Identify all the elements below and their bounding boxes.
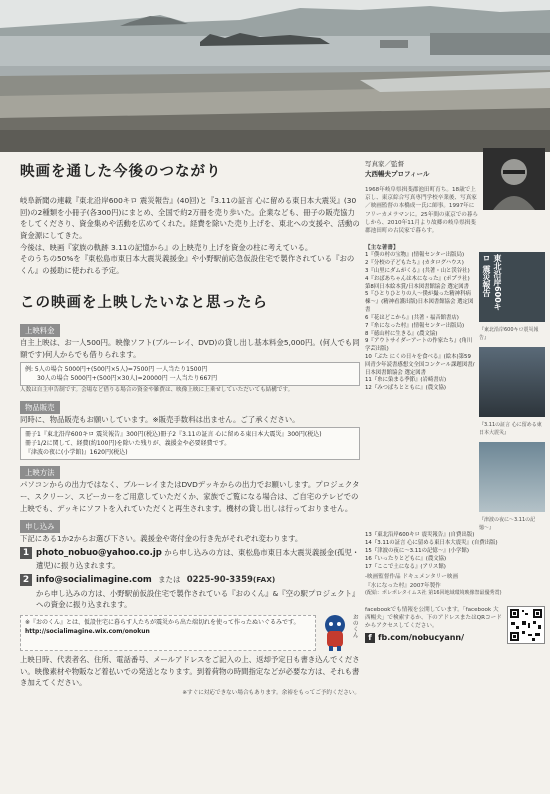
goods-item-1: 冊子1『東北沿岸600キロ 震災報告』300円(税込)冊子2『3.11の証言 心に留める東日本大震災』300円(税込) — [25, 431, 322, 439]
intro-paragraph-1: 岐阜新聞の連載『東北沿岸600キロ 震災報告』(40回)と『3.11の証言 心に留める東日本大震災』(30回)の2種類を小冊子(各300円)にまとめ、全国で約2万冊を売り歩いた。企業なども、冊子の販売協力をしてくださり、資金集めや活動を広めてくれた。経費を除いた売り上げを、東北への支援や、活動の資金源にしてきた。 — [20, 196, 360, 241]
works-item: 8『徳山村に生きる』(農文協) — [365, 330, 438, 337]
film-note: (配給：ポレポレタイムス社 第16回地域環境映像祭最優秀賞) — [365, 590, 502, 597]
onokun-label: おのくん — [353, 614, 359, 640]
works-item: 3『山里にダムがくる』(共著・山と渓谷社) — [365, 267, 470, 274]
intro-paragraph-3: そのうちの50%を『東松島市東日本大震災義援金』や小野駅前応急仮設住宅で製作されている『おのくん』の援助に使われる予定。 — [20, 254, 355, 276]
apply-text: 下記にある1か2からお選び下さい。義援金や寄付金の行き先がそれぞれ変わります。 — [20, 534, 303, 544]
facebook-link[interactable]: fb.com/nobucyann/ — [378, 633, 465, 643]
works-item: 12『みつばちとともに』(農文協) — [365, 385, 447, 392]
works-item: 6『花はどこから』(共著・福音館書店) — [365, 314, 459, 321]
profile-bio: 1968年岐阜県揖斐郡池田町育ち。18歳で上京し、東京綜合写真専門学校卒業後、写真家／映画監督の本橋成一氏に師事。1997年にフリーカメラマンに。25年間の東京での暮らしから、2010年11月より故郷の岐阜県揖斐郡池田町の古民家で暮らす。 — [365, 186, 479, 235]
works-item: 2『分校の子どもたち』(カタログハウス) — [365, 260, 464, 267]
book-cover-1-title: 東北沿岸600キロ 震災報告 — [482, 254, 502, 311]
footer-small-note: ※すぐに対応できない場合もあります。余裕をもってご予約ください。 — [182, 689, 360, 696]
fee-examples-box — [20, 362, 360, 386]
onokun-note: ※『おのくん』とは、仮設住宅に暮らす人たちが震災から出た端切れを使って作ったぬいぐるみです。 — [25, 618, 300, 626]
fee-example-1: 例: 5人の場合 5000円+(500円×5人)=7500円 一人当たり1500円 — [25, 366, 208, 374]
works-list-continued — [365, 532, 545, 571]
profile-photo — [483, 148, 545, 210]
section-title-screening: この映画を上映したいなと思ったら — [20, 294, 268, 311]
fee-note: 人数は自主申告制です。会場など借りる場合の資金や雑費は、映像上映に上乗せしていただいても結構です。 — [20, 387, 294, 394]
works-item: 5『ひとりひとりの人〜僕が撮った精神科病棟〜』(精神看護出版)日本図書館協会 選定図書 — [365, 291, 474, 314]
email-link-1[interactable]: photo_nobuo@yahoo.co.jp — [36, 548, 162, 559]
apply-option-2 — [20, 574, 360, 611]
intro-paragraph-2: 今後は、映画『家族の軌跡 3.11の記憶から』の上映売り上げを資金の柱に考えている。 — [20, 242, 313, 252]
works-item: 4『おばあちゃんは木になった』(ポプラ社)第8回日本絵本賞/日本図書館協会 選定図書 — [365, 275, 470, 290]
main-column — [20, 160, 360, 697]
footer-note: 上映日時、代表者名、住所、電話番号、メールアドレスをご記入の上、返却予定日も書き込んでください。映像素材や物販など着払いでの発送となります。到着荷物の時間指定などが必要な方は、それも書き加えてください。 — [20, 654, 360, 688]
option-2-fax: (FAX) — [252, 575, 276, 585]
onokun-mascot-image — [320, 613, 360, 651]
option-1-text: から申し込みの方は、東松島市東日本大震災義援金(孤児・遺児)に振り込まれます。 — [36, 548, 360, 571]
goods-box — [20, 427, 360, 460]
apply-option-1 — [20, 547, 360, 572]
section-title-future: 映画を通した今後のつながり — [20, 164, 222, 180]
book-cover-3 — [479, 442, 545, 512]
option-1-number: 1 — [20, 547, 32, 559]
works-list — [365, 252, 475, 532]
coast-landscape-image — [0, 0, 550, 152]
works-item: 14『3.11の証言 心に留める東日本大震災』(自費出版) — [365, 540, 498, 547]
book-cover-3-label: 『津波の夜に〜3.11の記憶〜』 — [479, 517, 536, 531]
profile-role: 写真家／監督 — [365, 160, 404, 168]
option-2-phone: 0225-90-3359 — [186, 575, 253, 586]
fee-text: 自主上映は、お一人500円。映像ソフト(ブルーレイ、DVD)の貸し出し基本料金5,000円。(何人でも同額です)何人からでも借りられます。 — [20, 337, 360, 359]
fee-heading: 上映料金 — [20, 324, 60, 337]
works-item: 16『いったりとどもに』(農文協) — [365, 555, 447, 562]
goods-heading: 物品販売 — [20, 401, 60, 414]
works-item: 13『東北沿岸600キロ 震災報告』(自費出版) — [365, 532, 475, 539]
option-2-number: 2 — [20, 574, 32, 586]
book-cover-2 — [479, 347, 545, 417]
profile-column — [365, 160, 545, 644]
goods-item-3: 『津波の夜に(小学館)』1620円(税込) — [25, 449, 128, 457]
method-text: パソコンからの出力ではなく、ブルーレイまたはDVDデッキからの出力でお願いします。プロジェクター、スクリーン、スピーカーをご用意していただくか、家族でご覧になる場合は、ご自宅のテレビでの上映でも、デッキにソフトを入れていただくと再生されます。機材の貸し出しは行っておりません。 — [20, 480, 360, 513]
works-item: 1『僕の村の宝物』(情報センター出版局) — [365, 252, 465, 259]
works-item: 11『糸に染まる季節』(岩崎書店) — [365, 377, 447, 384]
qr-code-icon[interactable] — [507, 606, 545, 644]
works-item: 9『アウトサイダーアートの作家たち』(角川学芸出版) — [365, 338, 473, 353]
facebook-text: facebookでも情報を公開しています。「facebook 大西暢夫」で検索するか、下のアドレスまたはQRコードからアクセスしてください。 — [365, 606, 502, 630]
book-cover-1-label: 『東北沿岸600キロ震災報告』 — [479, 327, 539, 341]
option-2-or: または — [158, 575, 181, 585]
method-heading: 上映方法 — [20, 466, 60, 479]
goods-item-2: 冊子1/2に関して、経費(約100円)を除いた残りが、義援金や必要経費です。 — [25, 440, 231, 448]
facebook-section — [365, 606, 545, 644]
profile-name-title: 大西暢夫プロフィール — [365, 169, 430, 178]
onokun-box — [20, 613, 360, 651]
onokun-link[interactable]: http://socialimagine.wix.com/onokun — [25, 627, 150, 635]
facebook-icon: f — [365, 633, 375, 643]
works-item: 7『糸になった村』(情報センター出版局) — [365, 322, 465, 329]
works-item: 17『ここで土になる』(アリス館) — [365, 563, 446, 570]
email-link-2[interactable]: info@socialimagine.com — [36, 575, 152, 586]
book-cover-1 — [479, 252, 545, 322]
apply-heading: 申し込み — [20, 520, 60, 533]
fee-example-2: 30人の場合 5000円+(500円×30人)=20000円 一人当たり667円 — [37, 375, 218, 383]
film-title: -映画監督作品 ドキュメンタリー映画 — [365, 574, 459, 581]
works-item: 15『津波の夜に〜3.11の記憶〜』(小学館) — [365, 547, 469, 554]
option-2-text: から申し込みの方は、小野駅前仮設住宅で製作されている『おのくん』&『空の駅プロジェクト』への資金に振り込まれます。 — [36, 588, 360, 610]
works-title: 【主な著書】 — [365, 244, 399, 251]
hero-photo — [0, 0, 550, 152]
film-name: 『水になった村』2007年製作 — [365, 582, 441, 589]
goods-text: 同時に、物品販売もお願いしています。※販売手数料は出ません。ご了承ください。 — [20, 414, 300, 424]
book-cover-2-label: 『3.11の証言 心に留める東日本大震災』 — [479, 422, 542, 436]
works-item: 10『ぶた にくの日々を食べる』(絵本)第59回青少年読書感想文全国コンクール課題図書/日本図書館協会 選定図書 — [365, 354, 475, 376]
